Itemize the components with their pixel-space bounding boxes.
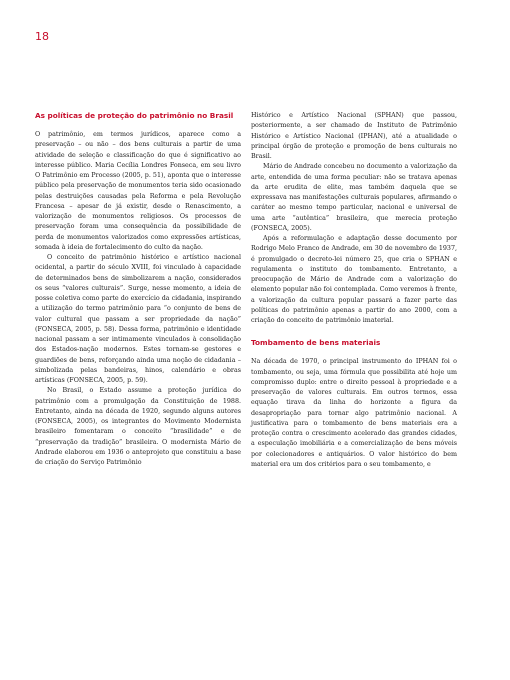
paragraph: No Brasil, o Estado assume a proteção jurídica do patrimônio com a promulgação da Constituição de 1988. Entretanto, ainda na década de 1920, segundo alguns autores (FONSECA, 2005), os integrantes do Movimento Modernista brasileiro fomentaram o conceito “brasilidade” e de “preservação da tradição” brasileira. O modernista Mário de Andrade elaborou em 1936 o anteprojeto que constituiu a base de criação do Serviço Patrimônio xyxy=(35,387,241,466)
right-column xyxy=(251,111,457,470)
paragraph: Histórico e Artístico Nacional (SPHAN) que passou, posteriormente, a ser chamado de Instituto de Patrimônio Histórico e Artístico Nacional (IPHAN), até a atualidade o principal órgão de proteção e promoção de bens culturais no Brasil. xyxy=(251,112,457,160)
section-heading: Tombamento de bens materiais xyxy=(251,338,381,348)
left-column xyxy=(35,111,241,468)
paragraph: Na década de 1970, o principal instrumento do IPHAN foi o tombamento, ou seja, uma fórmula que possibilita até hoje um compromisso duplo: entre o direito pessoal à propriedade e a preservação de valores culturais. Em outros termos, essa equação tirava da linha do horizonte a figura da desapropriação para tornar algo patrimônio nacional. A justificativa para o tombamento de bens materiais era a proteção contra o crescimento acelerado das grandes cidades, a especulação imobiliária e a comercialização de bens móveis por colecionadores e antiquários. O valor histórico do bem material era um dos critérios para o seu tombamento, e xyxy=(251,358,457,468)
paragraph: O patrimônio, em termos jurídicos, aparece como a preservação – ou não – dos bens culturais a partir de uma atividade de seleção e classificação do que é significativo ao interesse público. Maria Cecília Londres Fonseca, em seu livro O Patrimônio em Processo (2005, p. 51), aponta que o interesse público pela preservação de monumentos teria sido ocasionado pelas destruições causadas pela Reforma e pela Revolução Francesa – apesar de já existir, desde o Renascimento, a valorização de monumentos religiosos. Os processos de preservação foram uma consequência da possibilidade de perda de monumentos valorizados como expressões artísticas, somada à ideia de fortalecimento do culto da nação. xyxy=(35,131,241,251)
paragraph: O conceito de patrimônio histórico e artístico nacional ocidental, a partir do século XVIII, foi vinculado à capacidade de determinados bens de simbolizarem a nação, considerados os seus “valores culturais”. Surge, nesse momento, a ideia de posse coletiva como parte do exercício da cidadania, inspirando a utilização do termo patrimônio para “o conjunto de bens de valor cultural que passam a ser propriedade da nação” (FONSECA, 2005, p. 58). Dessa forma, patrimônio e identidade nacional passam a ser intimamente vinculados à consolidação dos Estados-nação modernos. Estes tornam-se gestores e guardiões de bens, reforçando ainda uma noção de cidadania – simbolizada pelas bandeiras, hinos, calendário e obras artísticas (FONSECA, 2005, p. 59). xyxy=(35,254,242,384)
paragraph: Após a reformulação e adaptação desse documento por Rodrigo Melo Franco de Andrade, em 30 de novembro de 1937, é promulgado o decreto-lei número 25, que cria o SPHAN e regulamenta o instituto do tombamento. Entretanto, a preocupação de Mário de Andrade com a valorização do elemento popular não foi contemplada. Como veremos à frente, a valorização da cultura popular passará a fazer parte das políticas do patrimônio apenas a partir do ano 2000, com a criação do conceito de patrimônio imaterial. xyxy=(251,235,457,324)
paragraph: Mário de Andrade concebeu no documento a valorização da arte, entendida de uma forma peculiar: não se tratava apenas da arte erudita de elite, mas também daquela que se expressava nas manifestações culturais populares, afirmando o caráter ao mesmo tempo particular, nacional e universal de uma arte “autêntica” brasileira, que merecia proteção (FONSECA, 2005). xyxy=(251,163,457,232)
section-heading: As políticas de proteção do patrimônio no Brasil xyxy=(35,111,234,120)
page-number: 18 xyxy=(35,30,49,43)
